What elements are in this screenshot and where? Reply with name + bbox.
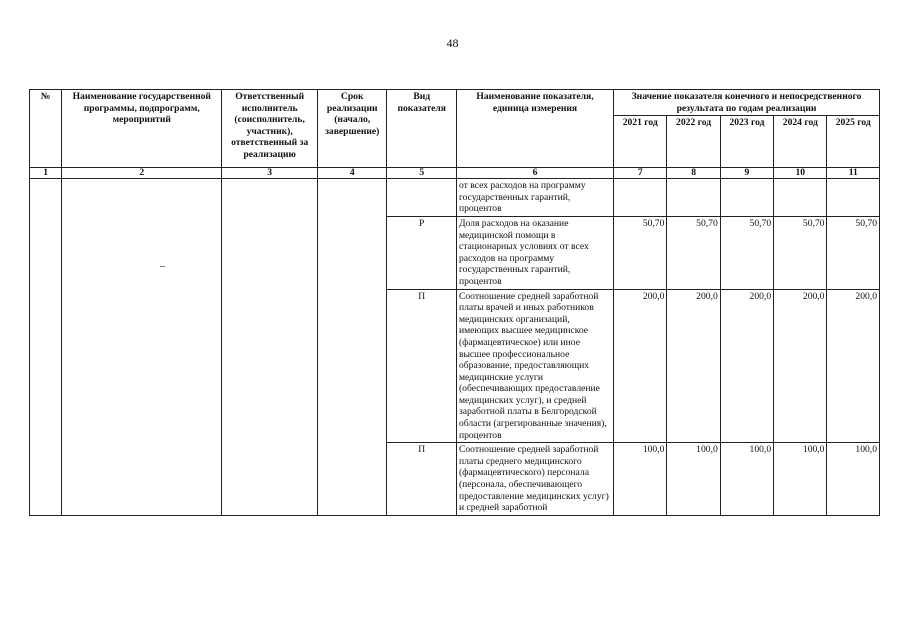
blank-cell-col1 (30, 179, 62, 516)
indicator-name: Соотношение средней заработной платы среднего медицинского (фармацевтического) персонала (персонала, обеспечивающего предоставление медицинских услуг) и средней заработной (456, 443, 613, 516)
value-2021: 100,0 (614, 443, 667, 516)
value-2021 (614, 179, 667, 217)
header-year-2023: 2023 год (720, 116, 773, 168)
header-col1: № (30, 90, 62, 168)
header-col5: Вид показателя (387, 90, 456, 168)
value-2024: 50,70 (774, 216, 827, 289)
value-2022: 200,0 (667, 289, 720, 443)
header-col2: Наименование государственной программы, подпрограмм, мероприятий (62, 90, 222, 168)
header-col6: Наименование показателя, единица измерения (456, 90, 613, 168)
value-2024: 100,0 (774, 443, 827, 516)
value-2022: 50,70 (667, 216, 720, 289)
blank-cell-col4 (317, 179, 386, 516)
indicator-name: от всех расходов на программу государственных гарантий, процентов (456, 179, 613, 217)
value-2023: 200,0 (720, 289, 773, 443)
column-number: 10 (774, 168, 827, 179)
value-2023 (720, 179, 773, 217)
scan-speck (160, 266, 165, 267)
header-group: Значение показателя конечного и непосредственного результата по годам реализации (614, 90, 880, 116)
blank-cell-col2 (62, 179, 222, 516)
header-col4: Срок реализации (начало, завершение) (317, 90, 386, 168)
indicator-table (29, 89, 880, 516)
column-number: 4 (317, 168, 386, 179)
indicator-type: П (387, 443, 456, 516)
value-2023: 50,70 (720, 216, 773, 289)
value-2025: 50,70 (827, 216, 880, 289)
value-2021: 200,0 (614, 289, 667, 443)
value-2022: 100,0 (667, 443, 720, 516)
header-col3: Ответственный исполнитель (соисполнитель, участник), ответственный за реализацию (222, 90, 318, 168)
column-number: 9 (720, 168, 773, 179)
indicator-name: Доля расходов на оказание медицинской помощи в стационарных условиях от всех расходов на программу государственных гарантий, процентов (456, 216, 613, 289)
value-2023: 100,0 (720, 443, 773, 516)
column-number: 1 (30, 168, 62, 179)
value-2025: 100,0 (827, 443, 880, 516)
value-2022 (667, 179, 720, 217)
column-number: 3 (222, 168, 318, 179)
header-year-2025: 2025 год (827, 116, 880, 168)
column-number: 6 (456, 168, 613, 179)
blank-cell-col3 (222, 179, 318, 516)
value-2021: 50,70 (614, 216, 667, 289)
header-year-2024: 2024 год (774, 116, 827, 168)
table-row (30, 179, 880, 217)
indicator-name: Соотношение средней заработной платы врачей и иных работников медицинских организаций, имеющих высшее медицинское (фармацевтическое) или иное высшее профессиональное образование, предоставляющих медицинские услуги (обеспечивающих предоставление медицинских услуг), и средней заработной платы в Белгородской области (агрегированные значения), процентов (456, 289, 613, 443)
indicator-type: П (387, 289, 456, 443)
column-number: 5 (387, 168, 456, 179)
indicator-type: Р (387, 216, 456, 289)
header-year-2021: 2021 год (614, 116, 667, 168)
value-2025: 200,0 (827, 289, 880, 443)
column-number: 2 (62, 168, 222, 179)
column-number: 7 (614, 168, 667, 179)
value-2025 (827, 179, 880, 217)
header-row (30, 90, 880, 116)
column-number: 8 (667, 168, 720, 179)
header-year-2022: 2022 год (667, 116, 720, 168)
page-number: 48 (446, 36, 459, 50)
indicator-type (387, 179, 456, 217)
column-number: 11 (827, 168, 880, 179)
value-2024: 200,0 (774, 289, 827, 443)
value-2024 (774, 179, 827, 217)
column-number-row (30, 168, 880, 179)
